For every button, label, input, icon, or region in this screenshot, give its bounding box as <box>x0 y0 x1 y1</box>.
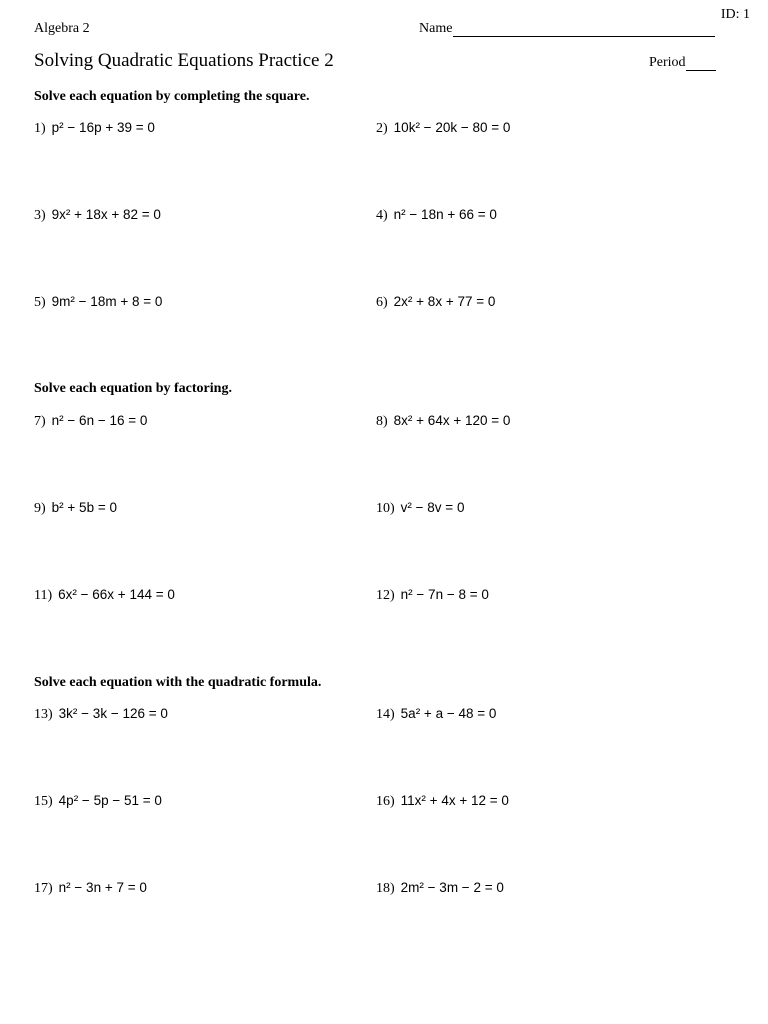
section-instruction: Solve each equation with the quadratic formula. <box>34 675 322 690</box>
problem-equation: n² − 3n + 7 = 0 <box>58 880 147 895</box>
problem-number: 18) <box>376 881 395 896</box>
problem-7 <box>34 413 147 430</box>
problem-14 <box>376 706 496 723</box>
problem-equation: n² − 7n − 8 = 0 <box>400 587 489 602</box>
problem-13 <box>34 706 168 723</box>
problem-4 <box>376 207 497 224</box>
period-field <box>649 55 716 71</box>
section-instruction: Solve each equation by factoring. <box>34 381 232 396</box>
name-field <box>419 21 715 37</box>
problem-equation: b² + 5b = 0 <box>51 500 117 515</box>
period-blank-line <box>686 56 716 71</box>
problem-12 <box>376 587 489 604</box>
problem-equation: v² − 8v = 0 <box>400 500 465 515</box>
problem-number: 8) <box>376 414 388 429</box>
page-title: Solving Quadratic Equations Practice 2 <box>34 50 334 71</box>
problem-number: 10) <box>376 501 395 516</box>
name-label: Name <box>419 21 453 36</box>
problem-equation: n² − 6n − 16 = 0 <box>51 413 148 428</box>
problem-5 <box>34 294 162 311</box>
problem-15 <box>34 793 162 810</box>
problem-2 <box>376 120 510 137</box>
problem-16 <box>376 793 509 810</box>
problem-17 <box>34 880 147 897</box>
problem-equation: 9x² + 18x + 82 = 0 <box>51 207 161 222</box>
problem-18 <box>376 880 504 897</box>
problem-number: 5) <box>34 295 46 310</box>
problem-1 <box>34 120 155 137</box>
problem-equation: p² − 16p + 39 = 0 <box>51 120 155 135</box>
problem-8 <box>376 413 510 430</box>
problem-equation: 9m² − 18m + 8 = 0 <box>51 294 163 309</box>
problem-number: 13) <box>34 707 53 722</box>
problem-3 <box>34 207 161 224</box>
worksheet-id: ID: 1 <box>720 7 750 22</box>
problem-number: 17) <box>34 881 53 896</box>
problem-number: 1) <box>34 121 46 136</box>
problem-equation: n² − 18n + 66 = 0 <box>393 207 497 222</box>
problem-equation: 10k² − 20k − 80 = 0 <box>393 120 511 135</box>
problem-6 <box>376 294 495 311</box>
problem-number: 11) <box>34 588 53 603</box>
problem-number: 14) <box>376 707 395 722</box>
problem-number: 3) <box>34 208 46 223</box>
problem-number: 2) <box>376 121 388 136</box>
problem-equation: 8x² + 64x + 120 = 0 <box>393 413 511 428</box>
course-name: Algebra 2 <box>34 21 90 36</box>
problem-equation: 2m² − 3m − 2 = 0 <box>400 880 504 895</box>
section-instruction: Solve each equation by completing the square. <box>34 89 310 104</box>
problem-equation: 11x² + 4x + 12 = 0 <box>400 793 509 808</box>
problem-10 <box>376 500 464 517</box>
period-label: Period <box>649 55 686 70</box>
problem-equation: 6x² − 66x + 144 = 0 <box>58 587 175 602</box>
problem-equation: 5a² + a − 48 = 0 <box>400 706 497 721</box>
name-blank-line <box>453 22 715 37</box>
problem-number: 7) <box>34 414 46 429</box>
problem-number: 4) <box>376 208 388 223</box>
problem-number: 12) <box>376 588 395 603</box>
problem-number: 15) <box>34 794 53 809</box>
problem-number: 16) <box>376 794 395 809</box>
problem-number: 6) <box>376 295 388 310</box>
problem-equation: 4p² − 5p − 51 = 0 <box>58 793 162 808</box>
problem-equation: 3k² − 3k − 126 = 0 <box>58 706 168 721</box>
problem-9 <box>34 500 117 517</box>
problem-11 <box>34 587 175 604</box>
problem-number: 9) <box>34 501 46 516</box>
problem-equation: 2x² + 8x + 77 = 0 <box>393 294 496 309</box>
